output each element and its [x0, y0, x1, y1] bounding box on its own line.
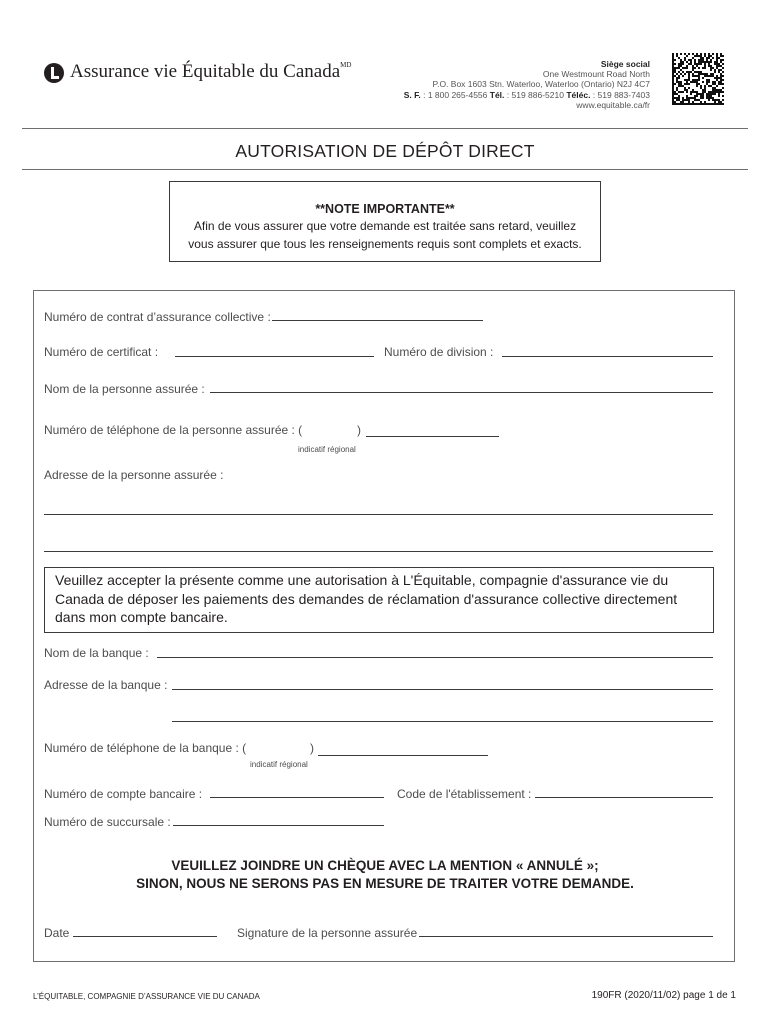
signature-field[interactable]	[419, 936, 713, 937]
insured-address-line-1[interactable]	[44, 514, 713, 515]
head-office-address-2: P.O. Box 1603 Stn. Waterloo, Waterloo (Ontario) N2J 4C7	[432, 79, 650, 90]
division-field[interactable]	[502, 356, 713, 357]
bank-address-line-1[interactable]	[172, 689, 713, 690]
company-logo-icon	[44, 63, 64, 83]
date-label: Date	[44, 926, 70, 940]
branch-number-label: Numéro de succursale :	[44, 815, 171, 829]
note-line-2: vous assurer que tous les renseignements requis sont complets et exacts.	[188, 237, 582, 251]
head-office-block	[404, 59, 650, 110]
note-heading: **NOTE IMPORTANTE**	[315, 202, 455, 216]
void-cheque-warning-2: SINON, NOUS NE SERONS PAS EN MESURE DE TRAITER VOTRE DEMANDE.	[136, 876, 634, 891]
date-field[interactable]	[73, 936, 217, 937]
group-contract-field[interactable]	[272, 320, 483, 321]
authorization-statement: Veuillez accepter la présente comme une autorisation à L'Équitable, compagnie d'assurance vie du Canada de déposer les paiements des demandes de réclamation d'assurance collective directement dans mon compte bancaire.	[55, 572, 678, 625]
authorization-statement-box	[44, 567, 714, 633]
bank-area-code-hint: indicatif régional	[250, 760, 308, 769]
company-name: Assurance vie Équitable du Canada$^{MD}$	[70, 61, 352, 82]
website-link[interactable]: www.equitable.ca/fr	[576, 99, 650, 110]
title-rule	[22, 169, 748, 170]
account-number-field[interactable]	[210, 797, 384, 798]
bank-address-line-2[interactable]	[172, 721, 713, 722]
certificate-field[interactable]	[175, 356, 374, 357]
head-office-phones: S. F. : 1 800 265-4556 Tél. : 519 886-5210 Téléc. : 519 883-7403	[403, 89, 650, 100]
head-office-address-1: One Westmount Road North	[542, 69, 650, 80]
important-note-box	[169, 181, 601, 262]
division-label: Numéro de division :	[384, 345, 494, 359]
insured-phone-field[interactable]	[366, 436, 499, 437]
page-title: AUTORISATION DE DÉPÔT DIRECT	[235, 141, 535, 161]
signature-label: Signature de la personne assurée	[237, 926, 418, 940]
insured-name-label: Nom de la personne assurée :	[44, 382, 205, 396]
bank-name-label: Nom de la banque :	[44, 646, 149, 660]
insured-phone-paren: )	[357, 423, 361, 437]
bank-phone-field[interactable]	[318, 755, 488, 756]
insured-address-line-2[interactable]	[44, 551, 713, 552]
insured-address-label: Adresse de la personne assurée :	[44, 468, 224, 482]
footer-form-id: 190FR (2020/11/02) page 1 de 1	[591, 990, 736, 1001]
datamatrix-code-icon	[672, 53, 724, 105]
head-office-label: Siège social	[600, 59, 650, 69]
bank-name-field[interactable]	[157, 657, 713, 658]
institution-code-field[interactable]	[535, 797, 713, 798]
group-contract-label: Numéro de contrat d’assurance collective :	[44, 310, 271, 324]
bank-phone-paren: )	[310, 741, 314, 755]
trademark: MD	[340, 61, 352, 69]
account-number-label: Numéro de compte bancaire :	[44, 787, 203, 801]
header-rule	[22, 128, 748, 129]
void-cheque-warning-1: VEUILLEZ JOINDRE UN CHÈQUE AVEC LA MENTION « ANNULÉ »;	[171, 858, 599, 873]
insured-name-field[interactable]	[210, 392, 713, 393]
insured-phone-label: Numéro de téléphone de la personne assurée : (	[44, 423, 303, 437]
bank-address-label: Adresse de la banque :	[44, 678, 168, 692]
note-line-1: Afin de vous assurer que votre demande est traitée sans retard, veuillez	[193, 219, 577, 233]
certificate-label: Numéro de certificat :	[44, 345, 159, 359]
footer-company: L’ÉQUITABLE, COMPAGNIE D’ASSURANCE VIE DU CANADA	[33, 992, 260, 1001]
bank-phone-label: Numéro de téléphone de la banque : (	[44, 741, 247, 755]
insured-area-code-hint: indicatif régional	[298, 445, 356, 454]
institution-code-label: Code de l'établissement :	[397, 787, 532, 801]
branch-number-field[interactable]	[173, 825, 384, 826]
